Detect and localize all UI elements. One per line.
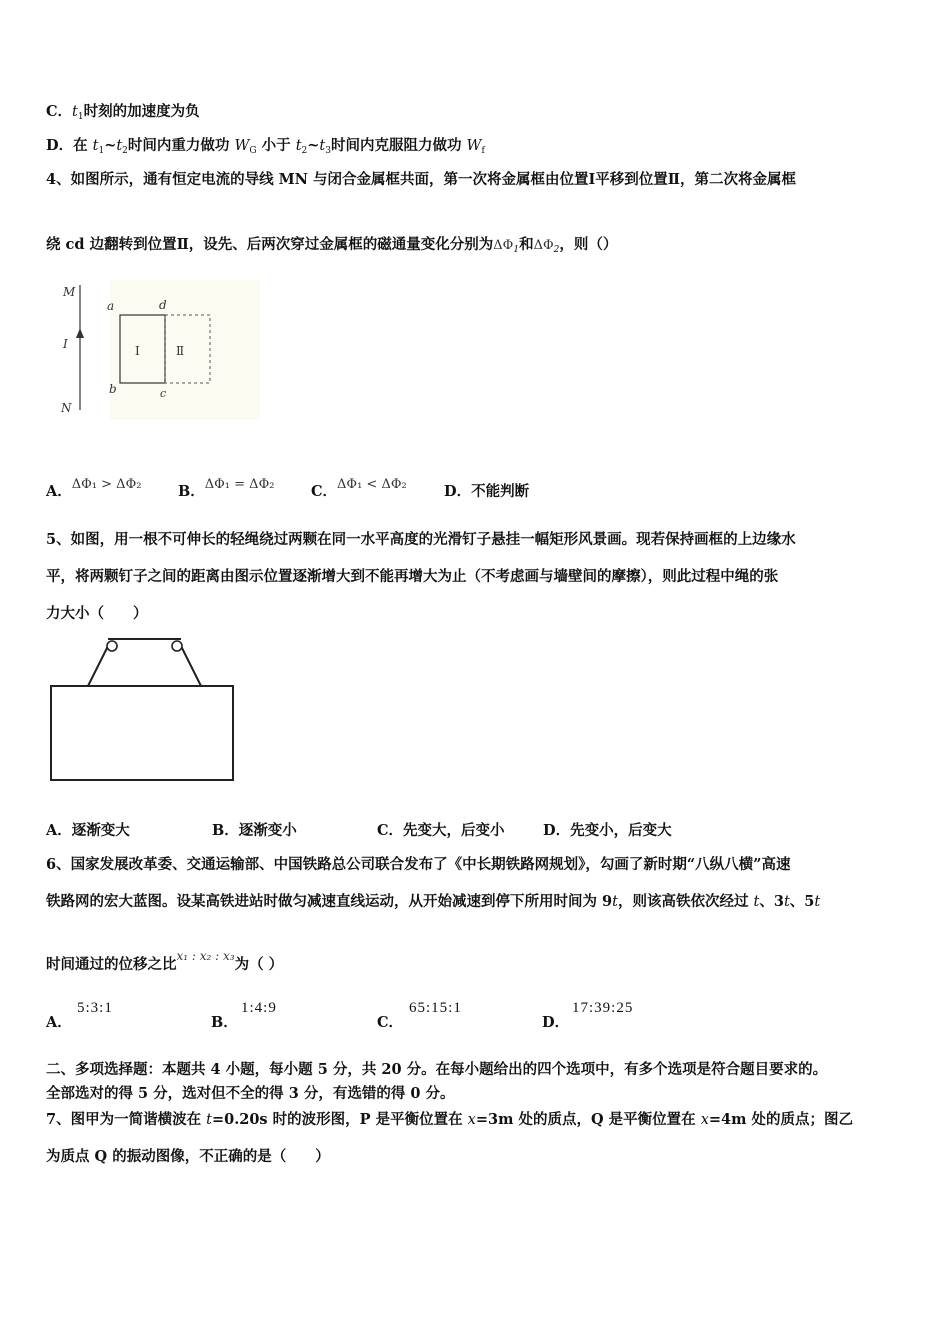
q4-option-b[interactable] — [178, 477, 275, 503]
tilde: ~ — [104, 137, 117, 154]
q6-option-b-label[interactable]: B． — [211, 1014, 238, 1031]
subscript: 1 — [513, 245, 520, 255]
var-t: t — [783, 894, 790, 910]
option-text: 时间内克服阻力做功 — [330, 137, 467, 154]
picture-frame — [51, 686, 233, 780]
stem-text: ，则该高铁依次经过 — [617, 893, 754, 910]
var-x: x — [467, 1112, 476, 1128]
subscript: 2 — [122, 146, 128, 156]
option-text: 小于 — [256, 137, 296, 154]
option-text: 时刻的加速度为负 — [83, 103, 200, 120]
q6-stem-line3 — [46, 949, 284, 975]
q6-option-d-label[interactable]: D． — [542, 1014, 570, 1031]
nail-right-icon — [172, 641, 182, 651]
option-label: C． — [311, 483, 338, 500]
subscript: f — [481, 146, 485, 156]
stem-text: 、3 — [759, 893, 784, 910]
var-t: t — [92, 138, 99, 154]
q7-stem-line2: 为质点 Q 的振动图像，不正确的是（ ） — [46, 1148, 330, 1165]
stem-text: 铁路网的宏大蓝图。设某高铁进站时做匀减速直线运动，从开始减速到停下所用时间为 9 — [46, 893, 613, 910]
rope-right — [181, 646, 201, 686]
stem-text: ，则（） — [559, 236, 618, 253]
rope-left — [88, 646, 108, 686]
q4-stem-line1: 4、如图所示，通有恒定电流的导线 MN 与闭合金属框共面，第一次将金属框由位置Ⅰ平移到位置Ⅱ，第二次将金属框 — [46, 171, 796, 188]
option-expression: ΔΦ₁ > ΔΦ₂ — [71, 477, 142, 492]
q5-option-b[interactable]: B．逐渐变小 — [212, 822, 297, 839]
q4-figure — [55, 280, 265, 420]
q4-stem-line2 — [46, 235, 617, 260]
q6-option-d-value: 17:39:25 — [572, 1000, 634, 1016]
ratio-expression: x₁ : x₂ : x₃ — [176, 949, 235, 963]
figure-background — [110, 280, 260, 420]
subscript: 2 — [301, 146, 308, 156]
subscript: G — [249, 146, 257, 156]
var-t: t — [814, 894, 821, 910]
var-t: t — [72, 104, 78, 120]
q4-option-a[interactable] — [46, 477, 142, 503]
q5-stem-line2: 平，将两颗钉子之间的距离由图示位置逐渐增大到不能再增大为止（不考虑画与墙壁间的摩擦），则此过程中绳的张 — [46, 568, 779, 585]
label-d: d — [159, 298, 167, 312]
q4-option-c[interactable] — [311, 477, 407, 503]
stem-text: 和 — [519, 236, 534, 253]
option-expression: ΔΦ₁ < ΔΦ₂ — [337, 477, 407, 492]
var-x: x — [700, 1112, 709, 1128]
label-b: b — [109, 382, 117, 396]
delta-phi-symbol: ΔΦ — [533, 238, 554, 253]
var-t: t — [295, 138, 302, 154]
var-t: t — [319, 138, 326, 154]
q6-option-a-value: 5:3:1 — [77, 1000, 113, 1016]
q5-stem-line3: 力大小（ ） — [46, 605, 148, 622]
q6-option-c-value: 65:15:1 — [409, 1000, 462, 1016]
stem-text: 、5 — [789, 893, 815, 910]
option-expression: ΔΦ₁ = ΔΦ₂ — [204, 477, 275, 492]
var-t: t — [206, 1112, 212, 1128]
delta-phi-symbol: ΔΦ — [493, 238, 514, 253]
q5-option-d[interactable]: D．先变小，后变大 — [543, 822, 672, 839]
label-i: I — [63, 337, 68, 351]
stem-text: 7、图甲为一简谐横波在 — [46, 1111, 207, 1128]
q5-option-a[interactable]: A．逐渐变大 — [46, 822, 130, 839]
option-label: B． — [178, 483, 205, 500]
q7-stem-line1 — [46, 1110, 853, 1130]
q4-option-d[interactable]: D．不能判断 — [444, 483, 530, 500]
current-arrow-icon — [76, 328, 84, 338]
var-t: t — [612, 894, 618, 910]
label-m: M — [63, 285, 76, 299]
q6-option-a-label[interactable]: A． — [46, 1014, 72, 1031]
stem-text: 时间通过的位移之比 — [46, 956, 177, 973]
option-text: 时间内重力做功 — [127, 137, 235, 154]
stem-text: =4m 处的质点；图乙 — [708, 1111, 854, 1128]
var-t: t — [116, 138, 123, 154]
subscript: 2 — [553, 245, 560, 255]
section2-heading-line2: 全部选对的得 5 分，选对但不全的得 3 分，有选错的得 0 分。 — [46, 1085, 455, 1102]
nail-left-icon — [107, 641, 117, 651]
q5-figure — [48, 635, 238, 783]
tilde: ~ — [307, 137, 320, 154]
option-label: D．在 — [46, 137, 93, 154]
q6-stem-line1: 6、国家发展改革委、交通运输部、中国铁路总公司联合发布了《中长期铁路网规划》，勾画了新时期“八纵八横”高速 — [46, 856, 791, 873]
q6-option-c-label[interactable]: C． — [377, 1014, 404, 1031]
subscript: 1 — [77, 112, 84, 122]
label-n: N — [61, 401, 72, 415]
label-a: a — [107, 299, 115, 313]
label-position-1: Ⅰ — [135, 344, 140, 358]
var-w: W — [234, 138, 250, 154]
subscript: 3 — [325, 146, 331, 156]
var-t: t — [753, 894, 760, 910]
q5-option-c[interactable]: C．先变大，后变小 — [377, 822, 505, 839]
var-w: W — [466, 138, 482, 154]
q3-option-d[interactable] — [46, 136, 485, 161]
label-c: c — [160, 387, 167, 400]
q5-stem-line1: 5、如图，用一根不可伸长的轻绳绕过两颗在同一水平高度的光滑钉子悬挂一幅矩形风景画。现若保持画框的上边缘水 — [46, 531, 796, 548]
stem-text: 绕 cd 边翻转到位置Ⅱ，设先、后两次穿过金属框的磁通量变化分别为 — [46, 236, 494, 253]
stem-text: 为（ ） — [234, 956, 284, 973]
subscript: 1 — [98, 146, 105, 156]
section2-heading-line1: 二、多项选择题：本题共 4 小题，每小题 5 分，共 20 分。在每小题给出的四个选项中，有多个选项是符合题目要求的。 — [46, 1061, 828, 1078]
q3-option-c[interactable] — [46, 102, 200, 127]
label-position-2: Ⅱ — [176, 344, 185, 358]
q6-option-b-value: 1:4:9 — [241, 1000, 277, 1016]
stem-text: =3m 处的质点，Q 是平衡位置在 — [475, 1111, 701, 1128]
option-label: A． — [46, 483, 72, 500]
option-label: C． — [46, 103, 73, 120]
q6-stem-line2 — [46, 892, 820, 912]
stem-text: =0.20s 时的波形图，P 是平衡位置在 — [211, 1111, 468, 1128]
